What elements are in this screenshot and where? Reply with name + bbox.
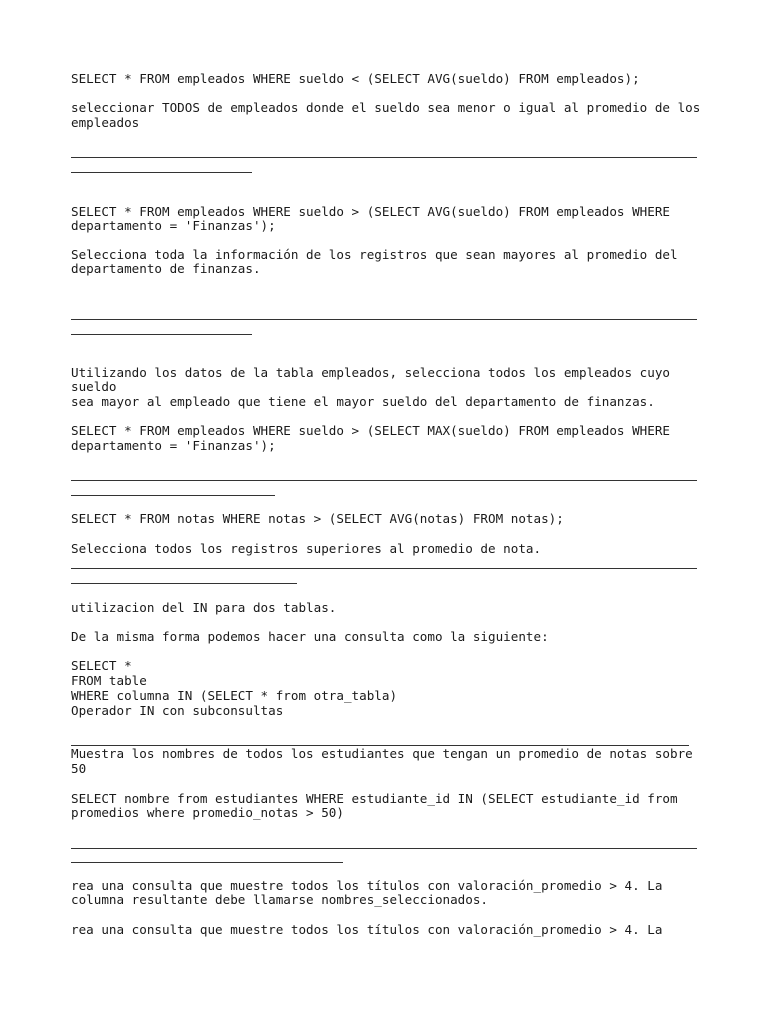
text-line: Selecciona todos los registros superiores al promedio de nota.	[71, 541, 542, 556]
sql-query-line: WHERE columna IN (SELECT * from otra_tabla)	[71, 688, 398, 703]
text-line: De la misma forma podemos hacer una consulta como la siguiente:	[71, 629, 549, 644]
text-line: seleccionar TODOS de empleados donde el sueldo sea menor o igual al promedio de los	[71, 100, 701, 115]
text-line: Utilizando los datos de la tabla empleados, selecciona todos los empleados cuyo	[71, 365, 670, 380]
sql-query-line: FROM table	[71, 673, 147, 688]
sql-query-line: SELECT * FROM empleados WHERE sueldo > (SELECT MAX(sueldo) FROM empleados WHERE	[71, 423, 670, 438]
separator-rule	[71, 480, 697, 481]
text-line: sueldo	[71, 379, 117, 394]
sql-query-line: SELECT * FROM empleados WHERE sueldo > (SELECT AVG(sueldo) FROM empleados WHERE	[71, 204, 670, 219]
sql-query-line: SELECT *	[71, 658, 132, 673]
sql-query-line: SELECT * FROM notas WHERE notas > (SELECT AVG(notas) FROM notas);	[71, 511, 564, 526]
text-line: rea una consulta que muestre todos los títulos con valoración_promedio > 4. La	[71, 878, 663, 893]
sql-query-line: SELECT * FROM empleados WHERE sueldo < (SELECT AVG(sueldo) FROM empleados);	[71, 71, 640, 86]
separator-rule	[71, 334, 252, 335]
text-line: sea mayor al empleado que tiene el mayor sueldo del departamento de finanzas.	[71, 394, 655, 409]
separator-rule	[71, 848, 697, 849]
sql-query-line: departamento = 'Finanzas');	[71, 218, 276, 233]
text-line: departamento de finanzas.	[71, 261, 261, 276]
sql-query-line: departamento = 'Finanzas');	[71, 438, 276, 453]
sql-query-line: promedios where promedio_notas > 50)	[71, 805, 344, 820]
separator-rule	[71, 862, 343, 863]
section-heading: utilizacion del IN para dos tablas.	[71, 600, 337, 615]
separator-rule	[71, 157, 697, 158]
text-line: Selecciona toda la información de los registros que sean mayores al promedio del	[71, 247, 678, 262]
separator-rule	[71, 583, 297, 584]
separator-rule	[71, 568, 697, 569]
text-line: empleados	[71, 115, 140, 130]
separator-rule	[71, 319, 697, 320]
text-line: columna resultante debe llamarse nombres_seleccionados.	[71, 892, 489, 907]
text-line: 50	[71, 761, 87, 776]
text-line: rea una consulta que muestre todos los títulos con valoración_promedio > 4. La	[71, 922, 663, 937]
text-line: Muestra los nombres de todos los estudiantes que tengan un promedio de notas sobre	[71, 746, 693, 761]
sql-query-line: SELECT nombre from estudiantes WHERE estudiante_id IN (SELECT estudiante_id from	[71, 791, 678, 806]
separator-rule	[71, 495, 275, 496]
text-line: Operador IN con subconsultas	[71, 703, 284, 718]
separator-rule	[71, 172, 252, 173]
